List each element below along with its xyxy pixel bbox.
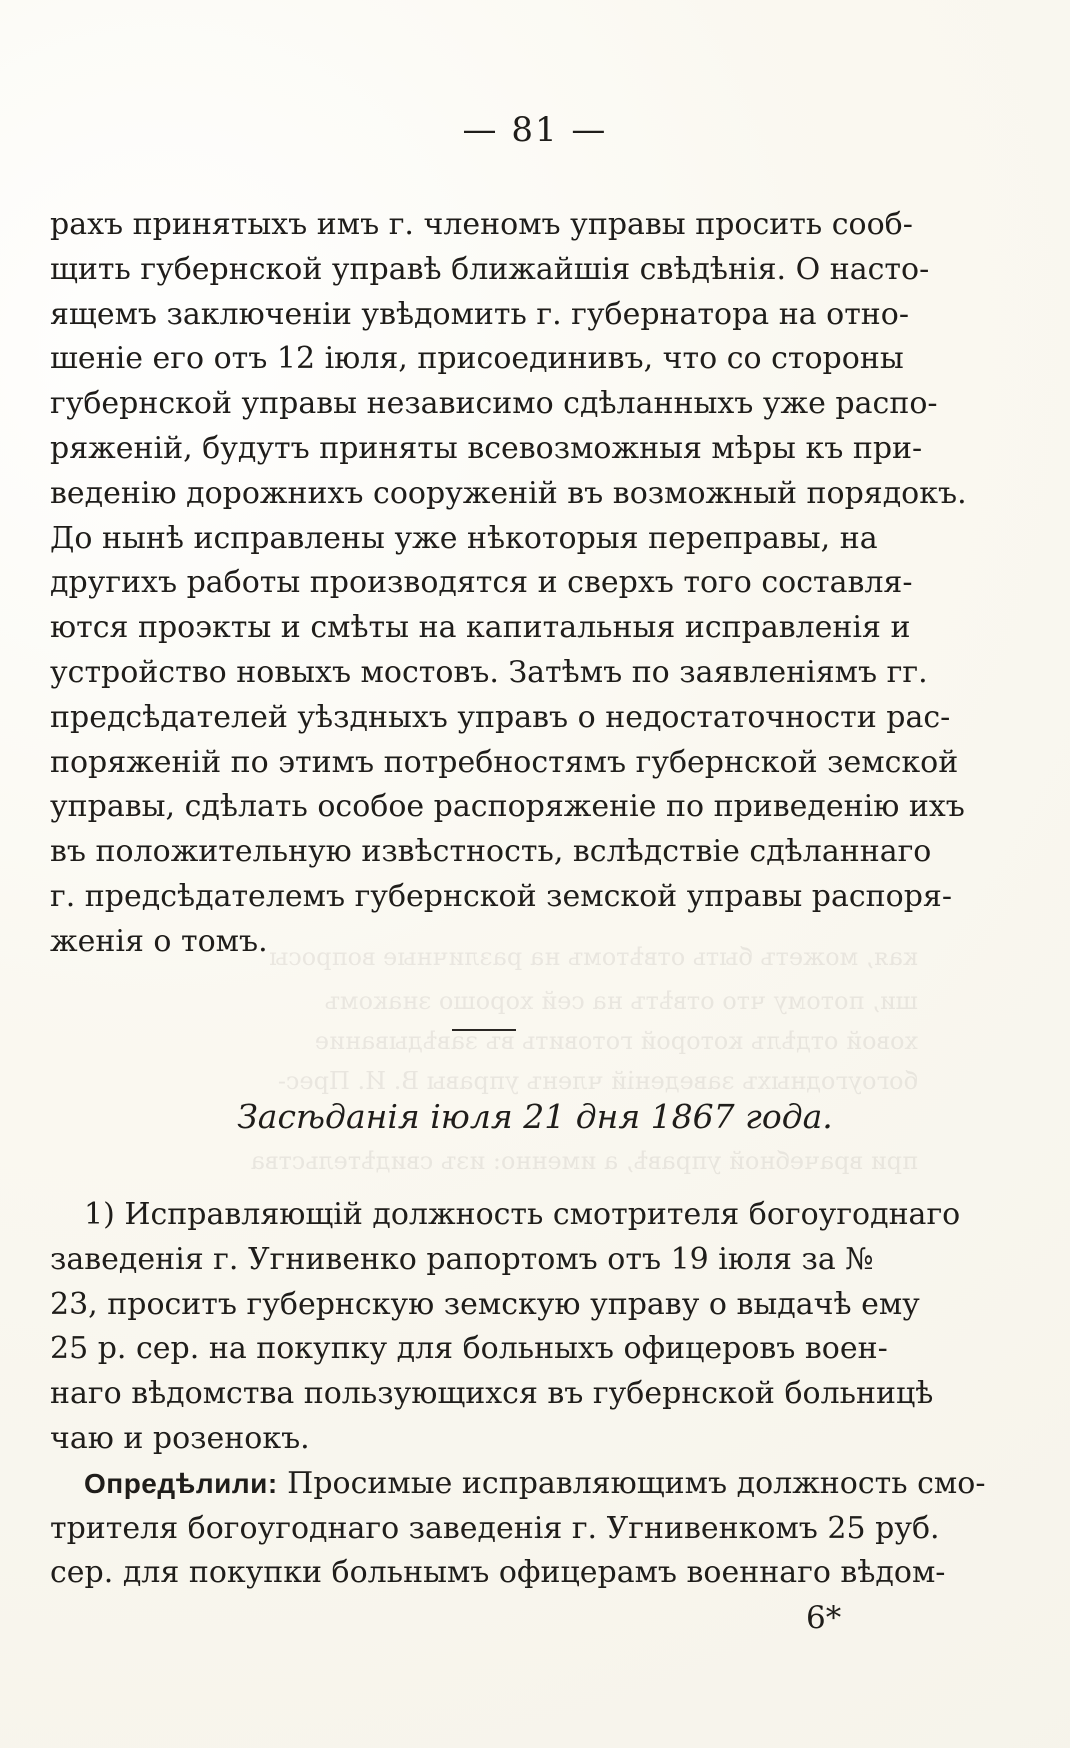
decision-text: Просимые исправляющимъ должность смо- bbox=[277, 1465, 986, 1501]
paragraph-line: веденію дорожнихъ сооруженій въ возможный порядокъ. bbox=[50, 475, 967, 511]
decision-continuation-line: сер. для покупки больнымъ офицерамъ военнаго вѣдом- bbox=[50, 1555, 946, 1591]
paragraph-line: рахъ принятыхъ имъ г. членомъ управы просить сооб- bbox=[50, 207, 913, 242]
paragraph-line: До нынѣ исправлены уже нѣкоторыя переправы, на bbox=[50, 520, 878, 556]
paragraph-line: ются проэкты и смѣты на капитальныя исправленія и bbox=[50, 610, 911, 646]
paragraph-line: г. предсѣдателемъ губернской земской управы распоря- bbox=[50, 878, 952, 914]
paragraph-line: устройство новыхъ мостовъ. Затѣмъ по заявленіямъ гг. bbox=[50, 654, 928, 690]
paragraph-line: ящемъ заключеніи увѣдомить г. губернатора на отно- bbox=[50, 296, 909, 332]
section-title: Засѣданія іюля 21 дня 1867 года. bbox=[237, 1097, 833, 1136]
bleed-through-text: богоугодныхъ заведеній членъ управы В. И. Прес- bbox=[277, 1067, 918, 1095]
paragraph-line: другихъ работы производятся и сверхъ того составля- bbox=[50, 565, 913, 601]
page-signature: 6* bbox=[806, 1600, 842, 1636]
page-number: — 81 — bbox=[462, 110, 608, 150]
paragraph-line: поряженій по этимъ потребностямъ губернской земской bbox=[50, 744, 959, 780]
paragraph-line: женія о томъ. bbox=[50, 923, 268, 959]
decision-continuation-line: трителя богоугоднаго заведенія г. Угнивенкомъ 25 руб. bbox=[50, 1510, 940, 1546]
decision-line bbox=[50, 1462, 986, 1507]
bleed-through-text: ши, потому что отвѣтъ на сей хорошо знакомъ bbox=[324, 987, 918, 1015]
paragraph-line: предсѣдателей уѣздныхъ управъ о недостаточности рас- bbox=[50, 699, 951, 735]
paragraph-block-1 bbox=[50, 203, 967, 965]
bleed-through-text: при врачебной управѣ, а именно: изъ свидѣтельства bbox=[250, 1147, 918, 1175]
paragraph-line: шеніе его отъ 12 іюля, присоединивъ, что со стороны bbox=[50, 341, 904, 377]
item-line: заведенія г. Угнивенко рапортомъ отъ 19 іюля за № bbox=[50, 1241, 874, 1277]
item-line: 25 р. сер. на покупку для больныхъ офицеровъ воен- bbox=[50, 1331, 888, 1367]
paragraph-line: управы, сдѣлать особое распоряженіе по приведенію ихъ bbox=[50, 789, 965, 825]
paragraph-line: щить губернской управѣ ближайшія свѣдѣнія. О насто- bbox=[50, 251, 930, 287]
bleed-through-text: кая, можетъ быть отвѣтомъ на различные вопросы bbox=[269, 943, 918, 971]
item-line: наго вѣдомства пользующихся въ губернской больницѣ bbox=[50, 1376, 934, 1412]
paragraph-line: губернской управы независимо сдѣланныхъ уже распо- bbox=[50, 386, 938, 422]
item-line: 1) Исправляющій должность смотрителя богоугоднаго bbox=[84, 1197, 961, 1232]
paragraph-line: въ положительную извѣстность, вслѣдствіе сдѣланнаго bbox=[50, 834, 932, 870]
item-line: чаю и розенокъ. bbox=[50, 1420, 310, 1456]
section-separator bbox=[452, 1029, 516, 1031]
decision-label: Опредѣлили: bbox=[84, 1467, 278, 1499]
item-block-1 bbox=[50, 1193, 986, 1596]
bleed-through-text: ховой отдѣлъ которой готовить въ завѣдывание bbox=[314, 1027, 918, 1055]
item-line: 23, проситъ губернскую земскую управу о выдачѣ ему bbox=[50, 1286, 920, 1322]
paragraph-line: ряженій, будутъ приняты всевозможныя мѣры къ при- bbox=[50, 430, 923, 466]
